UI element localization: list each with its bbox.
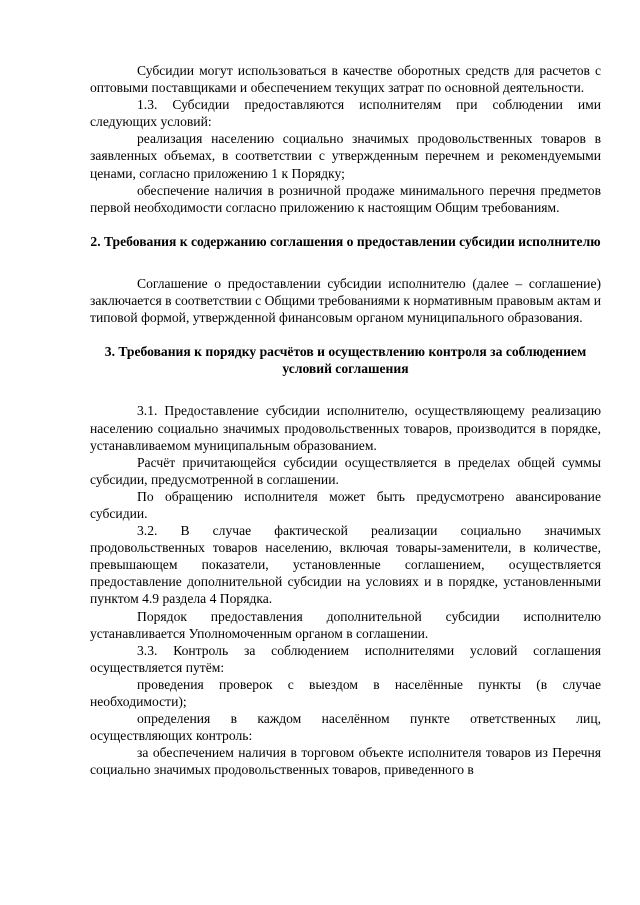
section-heading-3: 3. Требования к порядку расчётов и осуществлению контроля за соблюдением условий соглашения <box>104 344 587 377</box>
paragraph: 3.3. Контроль за соблюдением исполнителями условий соглашения осуществляется путём: <box>90 642 601 675</box>
paragraph: 1.3. Субсидии предоставляются исполнителям при соблюдении ими следующих условий: <box>90 97 601 130</box>
paragraph: По обращению исполнителя может быть предусмотрено авансирование субсидии. <box>90 488 601 521</box>
paragraph: 3.2. В случае фактической реализации социально значимых продовольственных товаров населению, включая товары-заменители, в количестве, превышающем показатели, установленные соглашением, осуществляется предоставление дополнительной субсидии на условиях и в порядке, установленными пунктом 4.9 раздела 4 Порядка. <box>90 523 601 607</box>
paragraph: Расчёт причитающейся субсидии осуществляется в пределах общей суммы субсидии, предусмотренной в соглашении. <box>90 454 601 487</box>
document-body <box>90 62 601 778</box>
paragraph: проведения проверок с выездом в населённые пункты (в случае необходимости); <box>90 676 601 709</box>
paragraph: за обеспечением наличия в торговом объекте исполнителя товаров из Перечня социально значимых продовольственных товаров, приведенного в <box>90 745 601 778</box>
paragraph: Субсидии могут использоваться в качестве оборотных средств для расчетов с оптовыми поставщиками и обеспечением текущих затрат по основной деятельности. <box>90 63 601 96</box>
paragraph: 3.1. Предоставление субсидии исполнителю, осуществляющему реализацию населению социально значимых продовольственных товаров, производится в порядке, устанавливаемом муниципальным образованием. <box>90 403 601 453</box>
section-heading-2: 2. Требования к содержанию соглашения о предоставлении субсидии исполнителю <box>90 233 601 249</box>
paragraph: Порядок предоставления дополнительной субсидии исполнителю устанавливается Уполномоченным органом в соглашении. <box>90 608 601 641</box>
paragraph: определения в каждом населённом пункте ответственных лиц, осуществляющих контроль: <box>90 711 601 744</box>
paragraph: Соглашение о предоставлении субсидии исполнителю (далее – соглашение) заключается в соответствии с Общими требованиями к нормативным правовым актам и типовой формой, утвержденной финансовым органом муниципального образования. <box>90 275 601 326</box>
paragraph: обеспечение наличия в розничной продаже минимального перечня предметов первой необходимости согласно приложению к настоящим Общим требованиям. <box>90 182 601 215</box>
paragraph: реализация населению социально значимых продовольственных товаров в заявленных объемах, в соответствии с утвержденным перечнем и рекомендуемыми ценами, согласно приложению 1 к Порядку; <box>90 131 601 181</box>
